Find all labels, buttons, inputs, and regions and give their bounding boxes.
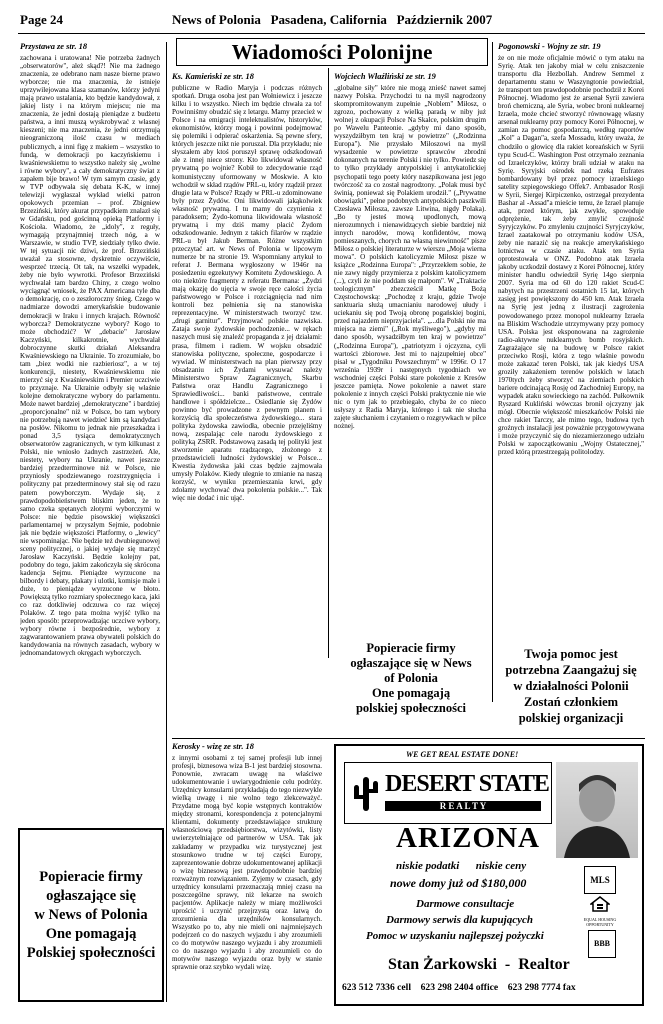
house-icon (590, 896, 610, 912)
header-rule (18, 33, 645, 34)
ad-line-consult: Darmowe consultacje (416, 898, 515, 910)
cactus-icon (351, 773, 381, 813)
promo-line: Zostań członkiem (523, 695, 619, 709)
desert-state-logo (344, 762, 552, 824)
ad-line-service: Darmowy serwis dla kupujących (386, 914, 533, 926)
ad-line: polskiej społeczności (355, 700, 467, 715)
ad-line-taxes: niskie podatki niskie ceny (396, 860, 527, 872)
column-divider (492, 42, 493, 702)
column-divider (166, 42, 167, 1002)
agent-photo (556, 762, 638, 858)
byline: Kerosky - wizę ze str. 18 (172, 742, 254, 751)
article-kerosky (172, 742, 322, 1004)
promo-line: polskiej organizacji (518, 711, 624, 725)
byline: Ks. Kamieński ze str. 18 (172, 72, 254, 81)
section-rule (172, 738, 645, 739)
byline: Wojciech Właźliński ze str. 19 (334, 72, 436, 81)
ad-line: Polskiej społeczności (26, 944, 156, 961)
article-kaminski (172, 72, 322, 690)
agent-name: Stan Żarkowski - Realtor (388, 956, 570, 973)
state-name: ARIZONA (396, 822, 540, 854)
masthead: News of Polonia Pasadena, California Październik 2007 (172, 12, 493, 27)
ad-line: of Polonia (384, 670, 438, 685)
ad-line: One pomagają (45, 925, 137, 942)
mls-label: MLS (590, 875, 610, 885)
ad-tagline: WE GET REAL ESTATE DONE! (406, 750, 519, 759)
bbb-label: BBB (593, 939, 610, 948)
ad-line: ogłaszające się w News (350, 655, 472, 670)
ad-line: Popieracie firmy (39, 868, 143, 885)
page-number: Page 24 (20, 12, 63, 27)
ad-line-homes: nowe domy już od $180,000 (390, 876, 527, 890)
promo-line: potrzebna Zaangażuj się (505, 663, 637, 677)
bbb-badge (588, 930, 616, 958)
column-divider (328, 68, 329, 658)
byline: Pogonowski - Wojny ze str. 19 (498, 42, 601, 51)
article-pogonowski (498, 42, 644, 662)
equal-housing-badge (580, 896, 620, 926)
byline: Przystawa ze str. 18 (20, 42, 88, 51)
house-ad-center (336, 628, 486, 728)
article-przystawa (20, 42, 160, 822)
brand-name: DESERT STATE (385, 771, 549, 797)
house-ad-left (18, 828, 164, 1002)
brand-sub: R E A L T Y (385, 801, 541, 811)
section-title: Wiadomości Polonijne (176, 38, 488, 66)
promo-box (500, 640, 642, 732)
promo-line: w działalności Polonii (513, 679, 629, 693)
ad-line-loan: Pomoc w uzyskaniu najlepszej pożyczki (366, 930, 544, 942)
article-text: że on nie może oficjalnie mówić o tym ataku na Syrię. Atak ten jakoby miał w celu zniszczenie transportu dla Hezbollah. Andrew Semmel z departamentu stanu w Waszyngtonie powiedział, że transport ten prawdopodobnie pochodził z Korei Północnej. Wiadomo jest że arsenał Syrii zawiera broń chemiczną, ale Syria, wobec broni nuklearnej Izraela, może chcieć stworzyć równowagę własny arsenał nuklearny przy pomocy Korei Północnej, w zamian za pomoc gospodarczą, według raportów „Kol" a Dagan"a, szefa Mossadu, który uważa, że chodziło o głowicę dla rakiet koreańskich w Syrii typu Scud-C. Washington Post otrzymało zeznania od Izraelczyków, którzy brali udział w ataku na Syrię. Syryjski ośrodek nad rzeką Eufrates bombardowany był przez pomocy izraelskiego satelity szpiegowskiego Offek7. Ambasador Rosji w Syrii, Siergej Kirpiczenko, ostrzegał prezydenta Bashar al -Assad"a mieście temu, że Izrael planuje atak, przed którym, jak zwykle, spowoduje odprężenie, tak żeby zmylić czujność Syryjczyków. Po zmyleniu czujności Syryjczyków, Izrael zaatakował po otrzymaniu kodów USA, żeby nie narazić się na reakcje amerykańskiego lotnictwa w czasie ataku. Atak ten Syria oprotestowała w ONZ. Podobno atak Izraela jakoby uczkodził dostawy z Korei Północnej, który minister handlu odwiedził Syrię 14go sierpnia 2007. Syria ma od 60 do 120 rakiet Scud-C nabytych na przestrzeni ostatnich 15 lat, których zasięg jest powiększony do 450 km. Atak Izraela na Syrię jest jedną z ilustracji zagrożenia powodowanego przez monopol nuklearny Izraela na Bliskim Wschodzie utrzymywany przy pomocy USA. Polska jest eksponowana na zagrożenie radio-aktywne nuklearnych bomb rosyjskich. Zagrażające się na budowę w Polsce rakiet przeciwko Rosji, która z tego właśnie powodu może zakazać teren Polski, tak jak kiedyś USA groziły zakażeniem terenów polskich w latach 1970tych żeby stworzyć na ziemiach polskich bariere odcinającą Rosję od Zachodniej Europy, na wypadek ataku sowieckiego na zachód. Pułkownik Ryszard Kukliński wówczas bronił ojczyzny jak mógł. Obecnie większość mieszkańców Polski nie chce rakiet Tarczy, ale mimo tego, budowa tych groźnych instalacji jest poważnie przygotowywana i może przyczynić się do niezamierzonego udziału Polski w zapoczątkowaniu „Wojny Ostatecznej," przed którą przestrzegają politolodzy. (498, 54, 644, 457)
promo-line: Twoja pomoc jest (524, 647, 618, 661)
equal-housing-label: EQUAL HOUSING OPPORTUNITY (583, 917, 617, 927)
ad-line: ogłaszające się (46, 887, 136, 904)
article-text: publiczne w Radio Maryja i podczas różnych spotkań. Druga osoba jest pan Wołniewicz i jeszcze kilku i to wszystko. Niech im będzie chwała za to! Powinniśmy obudzić się z letargu. Mamy przecież w Polsce i na emigracji intelektualistów, historyków, ekonomistów, którzy mogą i powinni podejmować się polemiki i odpierać oskarżenia. Są pewne sfery, których jeszcze nikt nie poruszał. Dla przykładu; nie słyszałem aby ktoś poruszył sprawę odszkodowań ale z innej niece strony. Kto likwidował własność prywatną po wojnie? Kobił to zdecydowanie rząd komunistyczny uformowany w Moskwie. A kto wchodził w skład rządów PRL-u, który rządził przez długie lata w Polsce? Rządy w PRL-u zdominowane były przez Żydów. Oni likwidowali jakąkolwiek własność prywatną. I tu mamy do czynienia z paradoksem; Żydo-komuna likwidowała własność prywatną i my dziś mamy płacić Żydom odszkodowanie. Jednym z takich filarów w rządzie PRL-u był Jakub Berman. Różne wszystkim przeczytać art. w News of Polonia w lipcowym numerze br na stronie 19. Wspomniany artykuł to referat J. Bermana wygłoszony w 1946r na posiedzeniu egzekutywy Komitetu Żydowskiego. A oto niektóre fragmenty z referatu Bermana: „Żydzi mają okazję do ujęcia w swoje ręce całości życia państwowego w Polsce i rozciągnięcia nad nim kontroli bez pełnienia się na stanowiska reprezentacyjne. W ministerstwach tworzyć tzw. „drugi garnitur". Przyjmować polskie nazwiska. Zataja swoje żydowskie pochodzenie... w rękach naszych musi się znaleźć propaganda z jej działami: prasa, filmem i radiem. W wojsku obsadzić stanowiska polityczne, społeczne, gospodarcze i wywiad. W ministerstwach na plan pierwszy przy obsadzaniu ich Żydami wysuwać należy Ministerstwo Spraw Zagranicznych, Skarbu Państwa oraz Handlu Zagranicznego i Sprawiedliwości... banki państwowe, centrale handlowe i spółdzielcze... Osiedlanie się Żydów powinno być prowadzone z pewnym planem i korzyścią dla społeczeństwa żydowskiego... stara polityka żydowska zawiodła, obecnie przejęliśmy nową, zespalając cele narodu żydowskiego z polityką ZSRR. Podstawową zasadą tej polityki jest stworzenie aparatu rządzącego, złożonego z przedstawicieli ludności żydowskiej w Polsce... Kwestia żydowska jaki czas będzie zajmowała umysły Polaków. Kiedy ulegnie to zmianie na naszą korzyść, w wyniku przemieszania krwi, gdy zdołamy wychować dwa pokolenia polskie...". Tak więc nie dodać i nic ująć. (172, 84, 322, 503)
agent-portrait-icon (556, 762, 638, 858)
article-text: z innymi osobami z tej samej profesji lub innej profesji, biznesowa wiza B-1 jest bardziej stosowna. Ponownie, zwracam uwagę na właściwe udokumentowanie i uwiarygodnienie celu podróży. Urzędnicy konsularni przykładają do tego niezwykle wielką uwagę i nie wolno tego zlekceważyć. Przydatne mogą być kopie wstępnych kontraktów między stronami, korespondencja z potencjalnymi klientami, dokumenty przedstawiające strukturę własnościową przedsiębiorstwa, wizytówki, listy uwierzytelniające od partnerów w USA. Tak jak zakładamy w przypadku wiz turystycznej jest stosunkowo trudne w tej części Europy, zaprezentowanie dobrze udokumentowanej aplikacji o wizę biznesową jest prawdopodobnie bardziej rozważnym rozwiązaniem. Zyjemy w czasach, gdy urzędnicy konsularni przeznaczają mniej czasu na poszczególne sprawy, niż lekarze na swoich pacjentów. Aplikacje należy w miarę możliwości uprościć i uczynić przejrzystą oraz łatwą do zrozumienia dla urzędników konsularnych. Wszystko po to, aby nie mieli oni najmniejszych podejrzeń co do naszych wyjazdu i aby zrozumieli co do motywów naszego wyjazdu i aby zrozumieli co do naszego wyjazdu i aby zrozumieli co do motywów naszego wyjazdu oraz były w stanie sprawnie oraz szybko wydali wizę. (172, 754, 322, 972)
realtor-ad (334, 744, 644, 1006)
article-wlazlinski (334, 72, 486, 620)
agent-phones: 623 512 7336 cell 623 298 2404 office 623 298 7774 fax (342, 982, 576, 993)
ad-line: Popieracie firmy (366, 640, 456, 655)
article-text: zachowana i uratowana! Nie potrzeba żadnych „obserwatorów", ależ skąd?! Nie ma żadnego znaczenia, ze odebrano nam nasze bierne prawo wyborcze; nie ma znaczenia, że istnieje uprzywilejowana klasa szamanów, którzy jedyni mają prawo ustalania, kto będzie kandydował, z jakiej listy i na którym miejscu; nie ma znaczenia, że jedni dostają pieniądze z budżetu państwa, a inni muszą wyskrobywać z własnej kieszeni; nie ma znaczenia, że jedni otrzymują nieograniczoną ilość czasu w mediach publicznych, a inni figę z makiem – wszystko to fundą, w demokracji po kaczyńskiemu i kwaśniewskiemu to wszystko należy się „wolne i równe wybory", a cały demokratyczny świat z zapałem bije brawo! W tym samym czasie, gdy w TVP odbywała się debata K-K, w innej telewizji wygłaszał wykład wielki patron opokowych przemian – prof. Zbigniew Brzeziński, który akurat przypadkiem znalazł się w Gdańsku, pod gościnną opieką Platformy i Kościoła. Wiadomo, że „idoly", z reguły, wymagają przynajmniej trzech nóg, a w Warszawie, w studio TVP, siedziały tylko dwie. W tej sytuacji nic dziwi, że prof. Brzeziński uważał za stosowne, dyskretnie oczywiście, wesprzeć trzecią. Ot tak, na wszelki wypadek, żeby nie było wywrotki. Profesor Brzeziński wychwalał tam bardzo Chiny, z czego wolno wyciągnąć wniosek, że PAX Americana tyle dba o demokrację, co o zeszłoroczny śnieg. Czego w nadmiarze dowodzi amerykańskie budowanie demokracji w Iraku i innych krajach. Równość wyborcza? Demokratyczne wybory? Kogo to może obchodzić? W „debacie" Jarosław Kaczyński, kilkakrotnie, wychwalał dobroczynne skutki działań Aleksandra Kwaśniewskiego na Ukrainie. To zrozumiałe, bo tam „biez wodki nie razbieriosz", a w tej konkurencji, niestety, Kwaśniewskiemu nie mierzyć się z Kwaśniewskim i Premier uczciwie to przyznaje. Na Ukrainie odbyły się właśnie kolejne demokratyczne wybory do parlamentu. Może nawet bardziej „demokratyczne" i bardziej „proporcjonalne" niż w Polsce, bo tam wybory nie potrzebują nawet wiedzieć kim są kandydaci na posłów. Nikomu to jednak nie przeszkadza i ponad 3,5 tysiąca demokratycznych obserwatorów zagranicznych, w tym kilkunast z Polski, nie wniosło żadnych zastrzeżeń. Ale, niestety, wybory na Ukranie, nawet jeszcze bardziej przedterminowe niż w Polsce, nie przyniosły spodziewanego rozstrzygnięcia i polityczny pat przedterminowy stał się od razu patem powyborczym. Wydaje się, z prawdopodobieństwem bliskim jeden, że to samo czeka spętanych złotymi wyborczymi w Polsce: nie będzie pisowskiej większości parlamentarnej w przyszłym Sejmie, podobnie jak nie będzie większości Platformy, o „lewicy" nie wspominając. Nie będzie też dwubiegunowej sceny politycznej, o jakiej wydaje się marzyć Jarosław Kaczyński. Będzie kolejny pat, podobny do tego, jakim zakończyła się skrócona kadencja Sejmu. Pieniądze wyrzucone na bilbordy i debaty, plakaty i ulotki, komisje male i duże, to pieniądze wyrzucone w błoto. Powiększą tylko rozmiary społecznego kaca, jaki co raz dotkliwiej odczuwa co raz więcej Polaków. Z tego pata można wyjść tylko na jeden sposób: przeprowadzając uczciwe wybory, wybory równe i bezpośrednie, wybory z zagwarantowaniem prawa obywateli polskich do kandydowania na równych zasadach, wybory w jednomandatowych okręgach wyborczych. (20, 54, 160, 658)
article-text: „globalne siły" które nie mogą znieść nawet samej nazwy Polska. Przychodzi tu na myśl nagrodzony skompromitowanym zupełnie „Noblem" Miłosz, o zgrozo, pochowany z wielką paradą w niby już wolnej z okupacji Polsce Na Skałce, polskim drugim po Wawelu Panteonie. „gdyby mi dano sposób, wyszydziłbym ten kraj w powietrze" („Rodzinna Europa"). Nie przysłało Miłoszowi na myśl wysadzenie w powietrze sprawców zbrodni dokonanych na terenie Polski i nie tylko. Powiedz się to tylko przykłady antypolskiej i antykatolickiej psychopatii tego poety który naszpikowana jest jego twórczość za co został nagrodzony. „Polak musi być świnią, ponieważ się Polakiem urodził." („Prywatne obowiązki", pełne podobnych antypolskich paszkwili Czesława Miłosza, zawsze Litwina, nigdy Polaka). „Bo ty jesteś mową upodlonych, mową nierozumnych i nienawidzących siebie bardziej niż innych narodów, mową konfidentów, mową pomieszanych, chorych na własną niewinność" pisze Miłosz o polskiej literaturze w wierszu „Moja wierna mowa". O polskich katolicyzmie Miłosz pisze w książce „Rodzinna Europa": „Przyrzekłem sobie, że nie zawy nigdy przymierza z polskim katolicyzmem (...), czyli że nie poddam się małpom". W „Traktacie teologicznym" zbezcześcił Matkę Bożą Częstochowską: „Pochodzę z kraju, gdzie Twoje sanktuaria służą umacnianiu narodowej ułudy i uciekaniu się pod Twoją obronę pogańskiej bogini, przed najazdem nieprzyjaciela". „...dla Polski nie ma miejsca na ziemi" („Rok myśliwego"), „gdyby mi dano sposób, wysadziłbym ten kraj w powietrze" („Rodzinna Europa"), „patriotyzm i ojczyzna, cyli wartości zbiorowe. Jest mi to najzupełniej obce" pisał w „Tygodniku Powszechnym" w 1996r. O 17 września 1939r i następnych tygodniach we wschodniej części Polski stare pokolenie z Kresów jeszcze pamięta. Nowe pokolenie a nawet stare pokolenie z innych części Polski praktycznie nie wie nic o tym jak to przebiegało, chyba że co nieco usłyszy z Radia Maryja, którego i tak nie słucha zajęte słuchaniem i czytaniem o rozgrywkach w piłce nożnej. (334, 84, 486, 430)
ad-line: w News of Polonia (34, 906, 148, 923)
ad-line: One pomagają (371, 685, 451, 700)
mls-badge (584, 866, 616, 894)
